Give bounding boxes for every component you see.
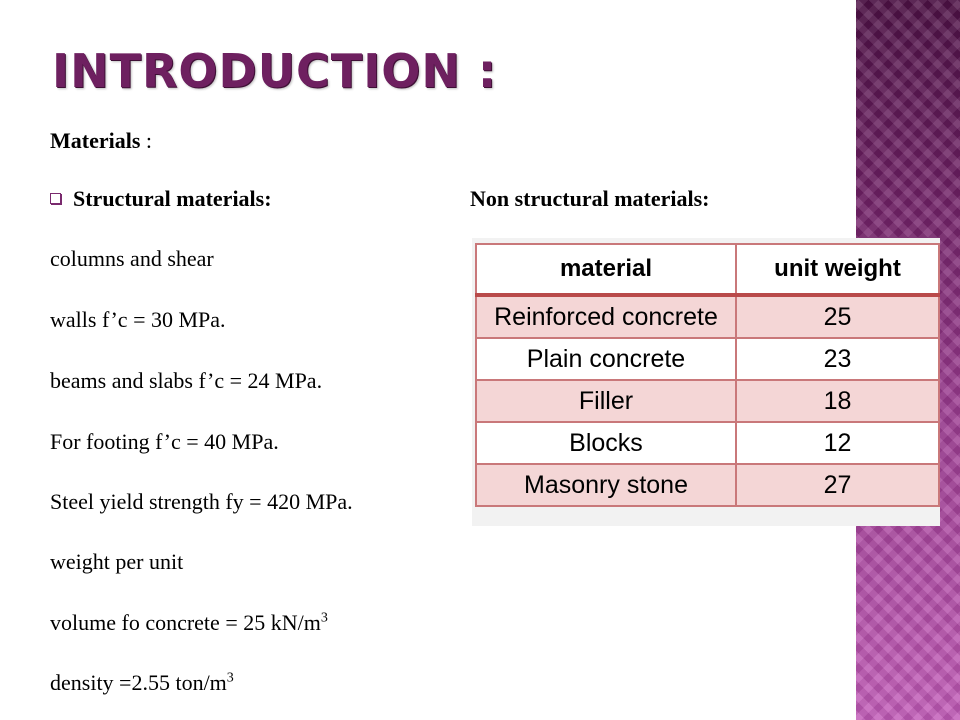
text-line: beams and slabs f’c = 24 MPa.	[50, 368, 323, 393]
material-cell: Reinforced concrete	[476, 295, 736, 338]
text-line: walls f’c = 30 MPa.	[50, 307, 226, 332]
volume-line	[50, 610, 328, 636]
text-line: columns and shear	[50, 246, 214, 271]
material-cell: Masonry stone	[476, 464, 736, 506]
slide-title: INTRODUCTION :	[52, 44, 498, 98]
non-structural-heading: Non structural materials:	[470, 186, 710, 211]
structural-heading: Structural materials:	[73, 186, 272, 211]
text-line: Steel yield strength fy = 420 MPa.	[50, 489, 353, 514]
text-line: For footing f’c = 40 MPa.	[50, 429, 279, 454]
unit-weight-cell: 18	[736, 380, 939, 422]
materials-heading-line	[50, 128, 152, 154]
column-header-unit-weight: unit weight	[736, 244, 939, 295]
volume-exponent: 3	[320, 610, 328, 626]
density-exponent: 3	[226, 670, 234, 686]
unit-weight-cell: 25	[736, 295, 939, 338]
column-header-material: material	[476, 244, 736, 295]
square-bullet-icon	[50, 193, 61, 204]
volume-text: volume fo concrete = 25 kN/m	[50, 610, 321, 635]
table-row	[476, 422, 939, 464]
structural-heading-line	[50, 186, 272, 212]
table-header-row	[476, 244, 939, 295]
table-row	[476, 464, 939, 506]
unit-weight-table-image	[472, 238, 940, 526]
density-text: density =2.55 ton/m	[50, 670, 227, 695]
unit-weight-cell: 23	[736, 338, 939, 380]
material-cell: Plain concrete	[476, 338, 736, 380]
materials-heading: Materials	[50, 128, 141, 153]
materials-colon: :	[140, 128, 153, 153]
unit-weight-cell: 27	[736, 464, 939, 506]
table-row	[476, 295, 939, 338]
density-line	[50, 670, 234, 696]
text-line: weight per unit	[50, 549, 184, 574]
material-cell: Filler	[476, 380, 736, 422]
unit-weight-table	[475, 243, 940, 507]
unit-weight-cell: 12	[736, 422, 939, 464]
table-row	[476, 380, 939, 422]
table-row	[476, 338, 939, 380]
material-cell: Blocks	[476, 422, 736, 464]
